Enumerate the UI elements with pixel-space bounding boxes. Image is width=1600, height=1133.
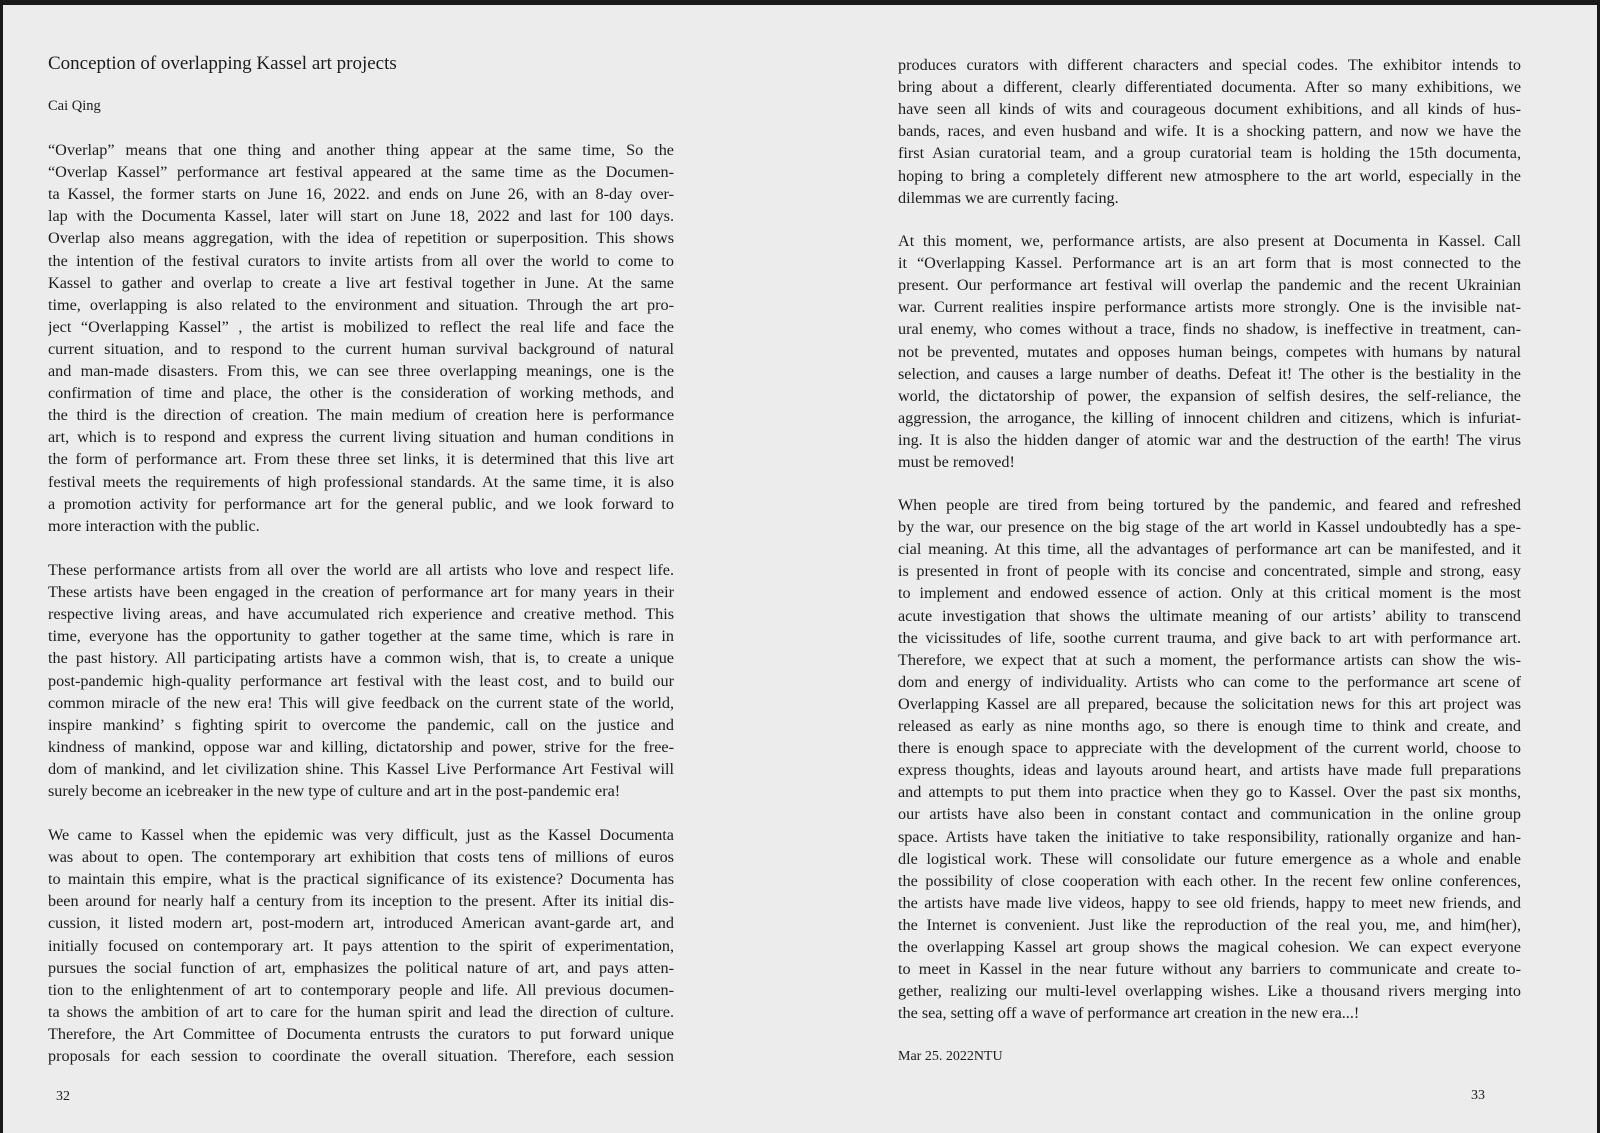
text-line: tion to the enlightenment of art to contemporary people and life. All previous documen- (48, 980, 674, 999)
text-line: released as early as nine months ago, so there is enough time to think and create, and (898, 717, 1521, 735)
text-line: current situation, and to respond to the current human survival background of natural (48, 339, 674, 358)
text-line: the artists have made live videos, happy to see old friends, happy to meet new friends, and (898, 893, 1521, 912)
text-line: When people are tired from being tortured by the pandemic, and feared and refreshed (898, 496, 1521, 514)
text-line: dilemmas we are currently facing. (898, 188, 1119, 207)
text-line: art, which is to respond and express the current living situation and human conditions in (48, 428, 674, 447)
text-line: the sea, setting off a wave of performance art creation in the new era...! (898, 1004, 1360, 1023)
text-line: there is enough space to appreciate with the development of the current world, choose to (898, 739, 1521, 758)
text-line: Kassel to gather and overlap to create a live art festival together in June. At the same (48, 273, 674, 292)
text-line: gether, realizing our multi-level overlapping wishes. Like a thousand rivers merging into (898, 982, 1521, 1001)
text-line: must be removed! (898, 453, 1015, 471)
text-line: confirmation of time and place, the other is the consideration of working methods, and (48, 384, 674, 403)
text-line: acute investigation that shows the ultimate meaning of our artists’ ability to transcend (898, 606, 1521, 625)
text-line: bands, races, and even husband and wife. It is a shocking pattern, and now we have the (898, 122, 1521, 141)
text-line: present. Our performance art festival will overlap the pandemic and the recent Ukrainian (898, 276, 1521, 295)
page-number-left: 32 (56, 1089, 70, 1104)
text-line: These artists have been engaged in the creation of performance art for many years in their (48, 583, 674, 602)
text-line: was about to open. The contemporary art exhibition that costs tens of millions of euros (48, 848, 674, 867)
text-line: the third is the direction of creation. The main medium of creation here is performance (48, 406, 674, 425)
text-line: “Overlap Kassel” performance art festival appeared at the same time as the Documen- (48, 163, 674, 182)
text-line: At this moment, we, performance artists, are also present at Documenta in Kassel. Call (898, 232, 1521, 250)
text-line: to maintain this empire, what is the practical significance of its existence? Documenta has (48, 870, 674, 889)
text-line: bring about a different, clearly differentiated documenta. After so many exhibitions, we (898, 78, 1521, 97)
text-line: the possibility of close cooperation with each other. In the recent few online conferences, (898, 871, 1521, 890)
text-line: it “Overlapping Kassel. Performance art is an art form that is most connected to the (898, 254, 1521, 273)
text-line: the Internet is convenient. Just like the reproduction of the real you, me, and him(her), (898, 915, 1521, 934)
text-line: and man-made disasters. From this, we can see three overlapping meanings, one is the (48, 362, 674, 380)
text-line: a promotion activity for performance art for the general public, and we look forward to (48, 494, 674, 513)
text-line: festival meets the requirements of high professional standards. At the same time, it is also (48, 472, 674, 491)
text-line: Overlapping Kassel are all prepared, because the solicitation news for this art project was (898, 694, 1521, 713)
text-line: produces curators with different characters and special codes. The exhibitor intends to (898, 56, 1521, 74)
text-line: dle logistical work. These will consolidate our future emergence as a whole and enable (898, 849, 1521, 868)
text-line: first Asian curatorial team, and a group curatorial team is holding the 15th documenta, (898, 144, 1521, 163)
text-line: dom and energy of individuality. Artists who can come to the performance art scene of (898, 672, 1521, 691)
left-page (3, 5, 803, 1133)
text-line: more interaction with the public. (48, 516, 260, 535)
text-line: ject “Overlapping Kassel” , the artist is mobilized to reflect the real life and face the (48, 317, 674, 336)
text-line: not be prevented, mutates and opposes human beings, competes with humans by natural (898, 342, 1521, 361)
text-line: is presented in front of people with its concise and concentrated, simple and strong, easy (898, 562, 1521, 581)
text-line: the past history. All participating artists have a common wish, that is, to create a unique (48, 649, 674, 668)
text-line: ural enemy, who comes without a trace, finds no shadow, is ineffective in treatment, can- (898, 320, 1521, 339)
text-line: aggression, the arrogance, the killing of innocent children and citizens, which is infuriat- (898, 408, 1521, 427)
text-line: the overlapping Kassel art group shows the magical cohesion. We can expect everyone (898, 938, 1521, 956)
text-line: have seen all kinds of wits and courageous document exhibitions, and all kinds of hus- (898, 100, 1521, 119)
text-line: dom of mankind, and let civilization shine. This Kassel Live Performance Art Festival will (48, 759, 674, 778)
right-page (803, 5, 1597, 1133)
text-line: the vicissitudes of life, soothe current trauma, and give back to art with performance art. (898, 628, 1521, 647)
text-line: our artists have also been in constant contact and communication in the online group (898, 805, 1521, 824)
text-line: and attempts to put them into practice when they go to Kassel. Over the past six months, (898, 783, 1521, 802)
text-line: war. Current realities inspire performance artists more strongly. One is the invisible nat- (898, 298, 1521, 317)
text-line: world, the dictatorship of power, the expansion of selfish desires, the self-reliance, the (898, 386, 1521, 405)
text-line: selection, and causes a large number of deaths. Defeat it! The other is the bestiality in the (898, 364, 1521, 383)
text-line: These performance artists from all over the world are all artists who love and respect life. (48, 561, 674, 579)
text-line: We came to Kassel when the epidemic was very difficult, just as the Kassel Documenta (48, 826, 674, 844)
text-line: surely become an icebreaker in the new type of culture and art in the post-pandemic era! (48, 782, 621, 800)
date-signature: Mar 25. 2022NTU (898, 1049, 1003, 1064)
text-line: proposals for each session to coordinate the overall situation. Therefore, each session (48, 1047, 674, 1065)
text-line: to meet in Kassel in the near future without any barriers to communicate and create to- (898, 960, 1521, 979)
text-line: Overlap also means aggregation, with the idea of repetition or superposition. This shows (48, 229, 674, 248)
text-line: express thoughts, ideas and layouts around heart, and artists have made full preparations (898, 761, 1521, 780)
text-line: initially focused on contemporary art. It pays attention to the spirit of experimentation, (48, 936, 674, 955)
text-line: been around for nearly half a century from its inception to the present. After its initial dis- (48, 892, 674, 911)
text-line: pursues the social function of art, emphasizes the political nature of art, and pays atten- (48, 958, 674, 977)
text-line: to implement and endowed essence of action. Only at this critical moment is the most (898, 584, 1521, 603)
text-line: space. Artists have taken the initiative to take responsibility, rationally organize and han- (898, 827, 1521, 846)
book-spread (3, 5, 1597, 1133)
text-line: common miracle of the new era! This will give feedback on the current state of the world, (48, 693, 674, 712)
text-line: lap with the Documenta Kassel, later will start on June 18, 2022 and last for 100 days. (48, 207, 674, 226)
text-line: by the war, our presence on the big stage of the art world in Kassel undoubtedly has a spe- (898, 518, 1521, 537)
text-line: time, overlapping is also related to the environment and situation. Through the art pro- (48, 295, 674, 314)
text-line: hoping to bring a completely different new atmosphere to the art world, especially in the (898, 166, 1521, 185)
text-line: ing. It is also the hidden danger of atomic war and the destruction of the earth! The virus (898, 430, 1521, 449)
text-line: the intention of the festival curators to invite artists from all over the world to come to (48, 251, 674, 270)
article-title: Conception of overlapping Kassel art projects (48, 53, 397, 74)
text-line: kindness of mankind, oppose war and killing, dictatorship and power, strive for the free- (48, 737, 674, 756)
text-line: time, everyone has the opportunity to gather together at the same time, which is rare in (48, 627, 674, 646)
text-line: inspire mankind’ s fighting spirit to overcome the pandemic, call on the justice and (48, 715, 674, 734)
text-line: respective living areas, and have accumulated rich experience and creative method. This (48, 605, 674, 624)
text-line: cial meaning. At this time, all the advantages of performance art can be manifested, and it (898, 540, 1521, 559)
text-line: Therefore, we expect that at such a moment, the performance artists can show the wis- (898, 650, 1521, 669)
article-author: Cai Qing (48, 98, 101, 114)
text-line: “Overlap” means that one thing and another thing appear at the same time, So the (48, 141, 674, 159)
text-line: Therefore, the Art Committee of Documenta entrusts the curators to put forward unique (48, 1024, 674, 1043)
text-line: cussion, it listed modern art, post-modern art, introduced American avant-garde art, and (48, 914, 674, 933)
text-line: ta Kassel, the former starts on June 16, 2022. and ends on June 26, with an 8-day over- (48, 185, 674, 204)
text-line: the form of performance art. From these three set links, it is determined that this live art (48, 450, 674, 469)
page-number-right: 33 (1471, 1088, 1485, 1103)
text-line: ta shows the ambition of art to care for the human spirit and lead the direction of culture. (48, 1002, 674, 1021)
text-line: post-pandemic high-quality performance art festival with the least cost, and to build our (48, 671, 674, 690)
